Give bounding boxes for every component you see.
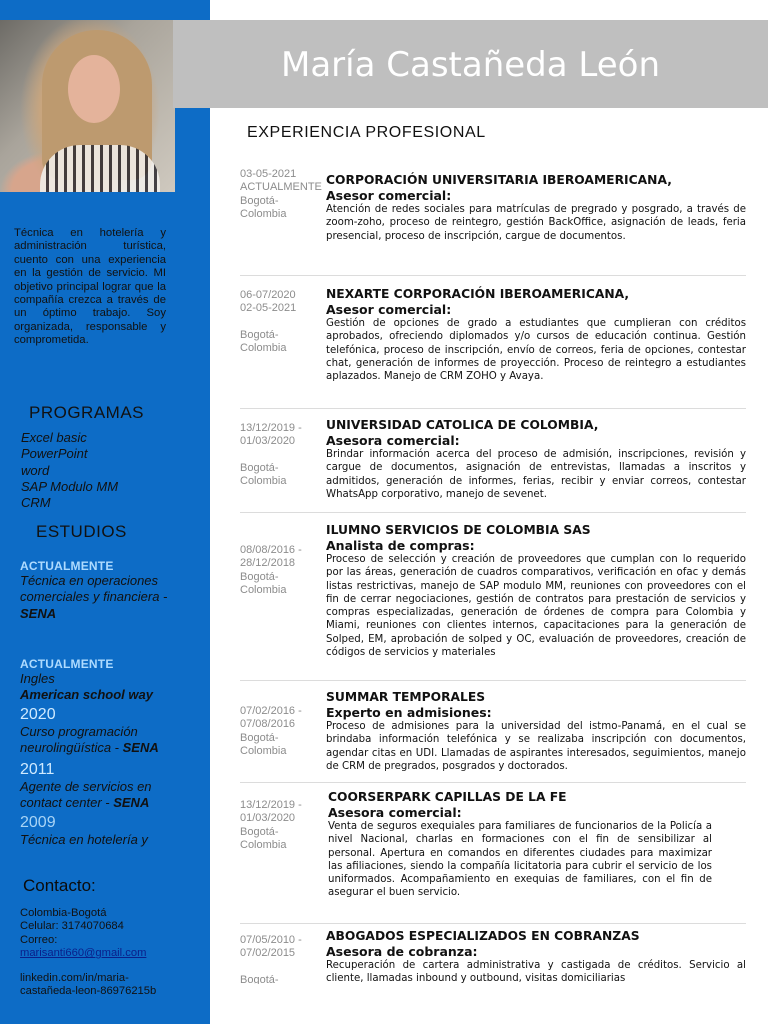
entry-dates: 08/08/2016 - 28/12/2018 Bogotá- Colombia — [240, 544, 302, 597]
entry-description: Venta de seguros exequiales para familiares de funcionarios de la Policía a nivel Nacional, charlas en formaciones con el fin de sensibilizar al personal. Apertura en comandos en diferentes ciudades para maximizar las afiliaciones, siendo la compañía licitatoria para cubrir el servicio de los uniformados. Acompañamiento en exequias de familiares, con el fin de asegurar el buen servicio. — [328, 821, 712, 899]
study-date: 2011 — [20, 761, 55, 778]
entry-role: Asesor comercial: — [326, 188, 452, 203]
entry-company: COORSERPARK CAPILLAS DE LA FE — [328, 790, 567, 804]
study-item — [20, 657, 192, 704]
contact-heading: Contacto: — [23, 876, 96, 895]
entry-description: Atención de redes sociales para matrículas de pregrado y posgrado, a través de zoom-zoho, proceso de reintegro, gestión BackOffice, asignación de leads, feria presencial, proceso de inscripción, cargue de documentos. — [326, 204, 746, 242]
entry-role: Experto en admisiones: — [326, 705, 492, 720]
study-item — [20, 761, 192, 812]
contact-linkedin[interactable]: castañeda-leon-86976215b — [20, 985, 157, 998]
study-item — [20, 814, 192, 848]
study-institution: SENA — [122, 740, 159, 756]
experience-heading: EXPERIENCIA PROFESIONAL — [247, 124, 486, 141]
program-item: Excel basic — [21, 430, 87, 445]
entry-company: UNIVERSIDAD CATOLICA DE COLOMBIA, — [326, 418, 599, 432]
divider — [240, 782, 746, 783]
study-item — [20, 559, 192, 622]
study-date: ACTUALMENTE — [20, 657, 114, 671]
entry-company: SUMMAR TEMPORALES — [326, 690, 486, 704]
entry-company: CORPORACIÓN UNIVERSITARIA IBEROAMERICANA, — [326, 173, 672, 187]
study-institution: American school way — [20, 687, 153, 703]
experience-entry — [240, 928, 746, 984]
studies-heading: ESTUDIOS — [36, 522, 127, 541]
entry-company: ILUMNO SERVICIOS DE COLOMBIA SAS — [326, 523, 591, 537]
entry-description: Brindar información acerca del proceso de admisión, inscripciones, revisión y cargue de documentos, asignación de entrevistas, llamadas a inscritos y admitidos, generación de informes, ferias, recibir y enviar correos, contestar WhatsApp corporativo, manejo de sevenet. — [326, 449, 746, 500]
study-text: Curso programación neurolingüística - — [20, 724, 138, 756]
study-text: Ingles — [20, 671, 55, 686]
entry-dates: 03-05-2021 ACTUALMENTE Bogotá- Colombia — [240, 168, 322, 221]
entry-role: Asesora comercial: — [328, 805, 462, 820]
study-item — [20, 706, 192, 757]
divider — [240, 408, 746, 409]
entry-role: Asesora comercial: — [326, 433, 460, 448]
entry-dates: 06-07/2020 02-05-2021 Bogotá- Colombia — [240, 289, 297, 355]
contact-email-label: Correo: — [20, 933, 58, 946]
profile-summary: Técnica en hotelería y administración turística, cuento con una experiencia en la gestión de servicio. MI objetivo principal lograr que la compañía crezca a través de un óptimo trabajo. Soy organizada, responsable y comprometida. — [14, 227, 166, 347]
contact-block — [20, 907, 156, 998]
contact-email-link[interactable]: marisanti660@gmail.com — [20, 947, 147, 960]
study-text: Técnica en operaciones comerciales y financiera - — [20, 573, 168, 605]
study-text: Agente de servicios en contact center - — [20, 779, 152, 811]
program-item: PowerPoint — [21, 446, 88, 462]
study-date: ACTUALMENTE — [20, 559, 114, 573]
entry-role: Analista de compras: — [326, 538, 475, 553]
profile-photo — [0, 20, 175, 192]
divider — [240, 680, 746, 681]
entry-company: NEXARTE CORPORACIÓN IBEROAMERICANA, — [326, 287, 630, 301]
study-text: Técnica en hotelería y — [20, 832, 148, 847]
contact-linkedin[interactable]: linkedin.com/in/maria- — [20, 971, 129, 984]
entry-company: ABOGADOS ESPECIALIZADOS EN COBRANZAS — [326, 929, 640, 943]
divider — [240, 512, 746, 513]
study-date: 2009 — [20, 814, 56, 831]
name-banner — [173, 20, 768, 108]
entry-dates: 13/12/2019 - 01/03/2020 Bogotá- Colombia — [240, 422, 302, 488]
entry-role: Asesora de cobranza: — [326, 944, 478, 959]
entry-dates: 07/05/2010 - 07/02/2015 Bogotá- — [240, 934, 302, 984]
entry-role: Asesor comercial: — [326, 302, 452, 317]
contact-phone: Celular: 3174070684 — [20, 920, 124, 933]
entry-description: Proceso de admisiones para la universidad del istmo-Panamá, en el cual se brindaba información telefónica y se realizaba inscripción con documentos, agendar citas en UDI. Llamadas de aspirantes interesados, seguimientos, manejo de CRM de pregrados, posgrados y doctorados. — [326, 721, 746, 772]
study-date: 2020 — [20, 706, 56, 723]
entry-dates: 07/02/2016 - 07/08/2016 Bogotá- Colombia — [240, 705, 302, 758]
contact-location: Colombia-Bogotá — [20, 907, 107, 919]
divider — [240, 923, 746, 924]
entry-description: Gestión de opciones de grado a estudiantes que cumplieran con créditos aprobados, ofreciendo diplomados y/o cursos de educación continua. Gestión telefónica, proceso de inscripción, envío de correos, feria de opciones, contestar chat, generación de informes de proyección. Proceso de reintegro a estudiantes aplazados. Manejo de CRM ZOHO y Avaya. — [326, 318, 746, 383]
study-institution: SENA — [20, 605, 57, 621]
program-item: CRM — [21, 495, 51, 511]
entry-description: Proceso de selección y creación de proveedores que cumplan con lo requerido por las áreas, generación de cuadros comparativos, verificación en ofac y demás listas restrictivas, manejo de SAP modulo MM, reuniones con proveedores con el fin de cerrar negociaciones, gestión de contratos para prestación de servicios y compras especializadas, generación de órdenes de compra para Colombia y Miami, reuniones con clientes internos, capacitaciones para la generación de Solped, EM, aprobación de solped y OC, evaluación de proveedores, creación de códigos de servicios y materiales — [326, 554, 746, 659]
program-item: word — [21, 462, 50, 478]
entry-description: Recuperación de cartera administrativa y castigada de créditos. Servicio al cliente, llamadas inbound y outbound, visitas domiciliarias — [326, 960, 746, 984]
divider — [240, 275, 746, 276]
study-institution: SENA — [113, 795, 150, 811]
program-item: SAP Modulo MM — [21, 478, 119, 494]
programs-list — [21, 430, 118, 511]
programs-heading: PROGRAMAS — [29, 403, 145, 422]
entry-dates: 13/12/2019 - 01/03/2020 Bogotá- Colombia — [240, 799, 302, 852]
full-name: María Castañeda León — [281, 45, 660, 85]
